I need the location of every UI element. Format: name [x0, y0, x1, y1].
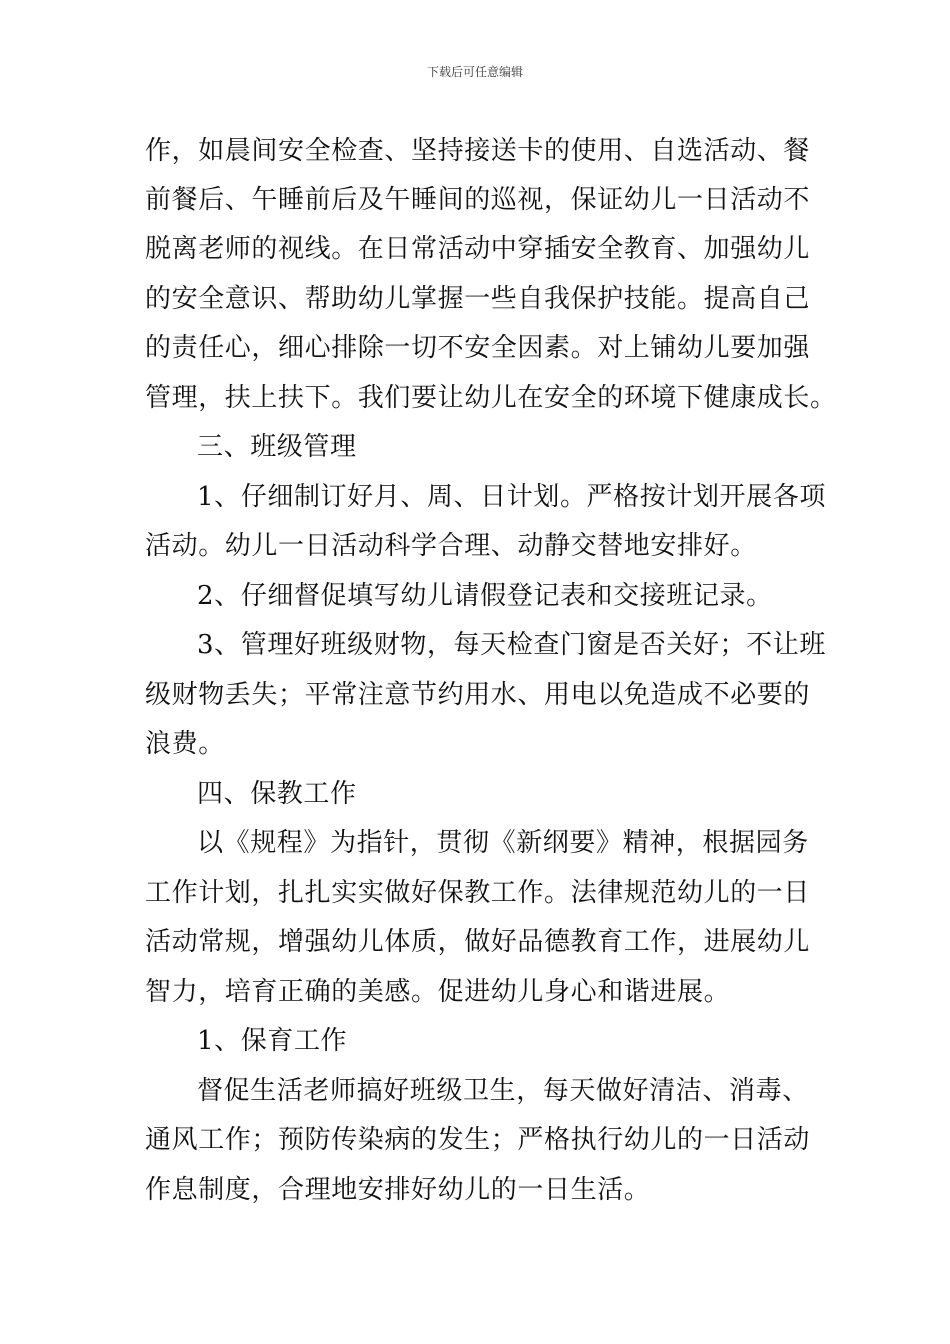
- body-line: 浪费。: [145, 729, 225, 759]
- body-line: 的责任心，细心排除一切不安全因素。对上铺幼儿要加强: [145, 333, 811, 363]
- body-line: 脱离老师的视线。在日常活动中穿插安全教育、加强幼儿: [145, 234, 811, 264]
- body-line: 智力，培育正确的美感。促进幼儿身心和谐进展。: [145, 977, 731, 1007]
- body-line: 前餐后、午睡前后及午睡间的巡视，保证幼儿一日活动不: [145, 185, 811, 215]
- body-line: 活动。幼儿一日活动科学合理、动静交替地安排好。: [145, 531, 757, 561]
- body-line: 通风工作；预防传染病的发生；严格执行幼儿的一日活动: [145, 1125, 811, 1155]
- subsection-heading: 1、保育工作: [197, 1026, 348, 1056]
- body-line: 级财物丢失；平常注意节约用水、用电以免造成不必要的: [145, 680, 811, 710]
- section-heading: 四、保教工作: [197, 779, 357, 809]
- body-line: 督促生活老师搞好班级卫生，每天做好清洁、消毒、: [197, 1076, 809, 1106]
- page-header-note: 下载后可任意编辑: [426, 65, 523, 79]
- body-line: 活动常规，增强幼儿体质，做好品德教育工作，进展幼儿: [145, 927, 811, 957]
- body-line: 1、仔细制订好月、周、日计划。严格按计划开展各项: [197, 482, 826, 512]
- section-heading: 三、班级管理: [197, 432, 357, 462]
- body-line: 的安全意识、帮助幼儿掌握一些自我保护技能。提高自己: [145, 284, 811, 314]
- body-line: 以《规程》为指针，贯彻《新纲要》精神，根据园务: [197, 828, 809, 858]
- body-line: 作，如晨间安全检查、坚持接送卡的使用、自选活动、餐: [145, 136, 811, 166]
- body-line: 3、管理好班级财物，每天检查门窗是否关好；不让班: [197, 630, 826, 660]
- body-line: 2、仔细督促填写幼儿请假登记表和交接班记录。: [197, 581, 773, 611]
- body-line: 作息制度，合理地安排好幼儿的一日生活。: [145, 1175, 651, 1205]
- body-line: 管理，扶上扶下。我们要让幼儿在安全的环境下健康成长。: [145, 383, 837, 413]
- body-line: 工作计划，扎扎实实做好保教工作。法律规范幼儿的一日: [145, 878, 811, 908]
